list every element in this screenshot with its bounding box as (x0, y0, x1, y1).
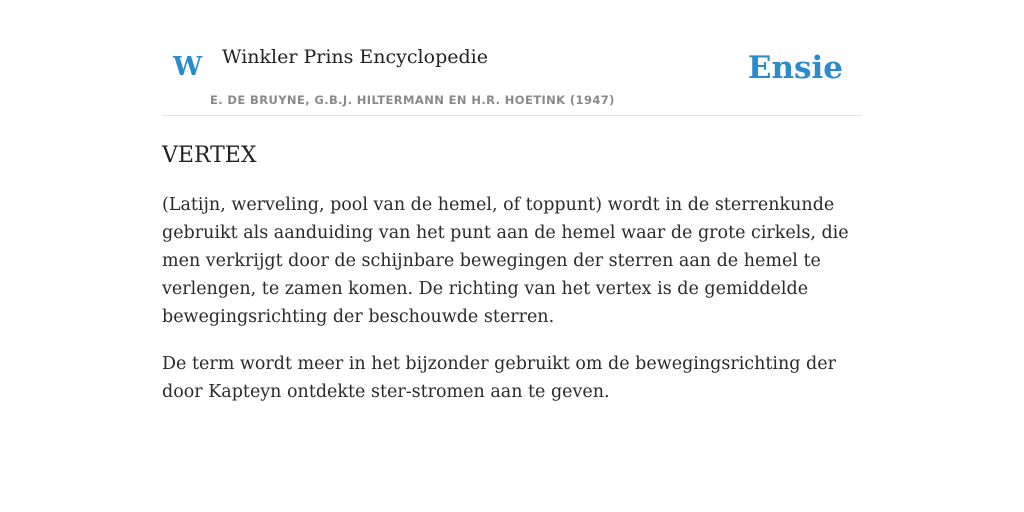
ensie-logo[interactable]: Ensie (747, 50, 843, 86)
source-authors: E. DE BRUYNE, G.B.J. HILTERMANN EN H.R. HOETINK (1947) (210, 93, 615, 107)
entry-title: VERTEX (162, 143, 257, 168)
article-page (162, 0, 862, 406)
entry-paragraph-2: De term wordt meer in het bijzonder gebruikt om de bewegingsrichting der door Kapteyn ontdekte ster-stromen aan te geven. (162, 354, 836, 403)
source-title[interactable]: Winkler Prins Encyclopedie (222, 46, 488, 68)
entry-paragraph-1: (Latijn, werveling, pool van de hemel, of toppunt) wordt in de sterrenkunde gebruikt als aanduiding van het punt aan de hemel waar de grote cirkels, die men verkrijgt door de schijnbare bewegingen der sterren aan de hemel te verlengen, te zamen komen. De richting van het vertex is de gemiddelde bewegingsrichting der beschouwde sterren. (162, 195, 849, 328)
source-header (162, 44, 862, 116)
winkler-prins-logo-icon[interactable]: W (173, 52, 203, 82)
